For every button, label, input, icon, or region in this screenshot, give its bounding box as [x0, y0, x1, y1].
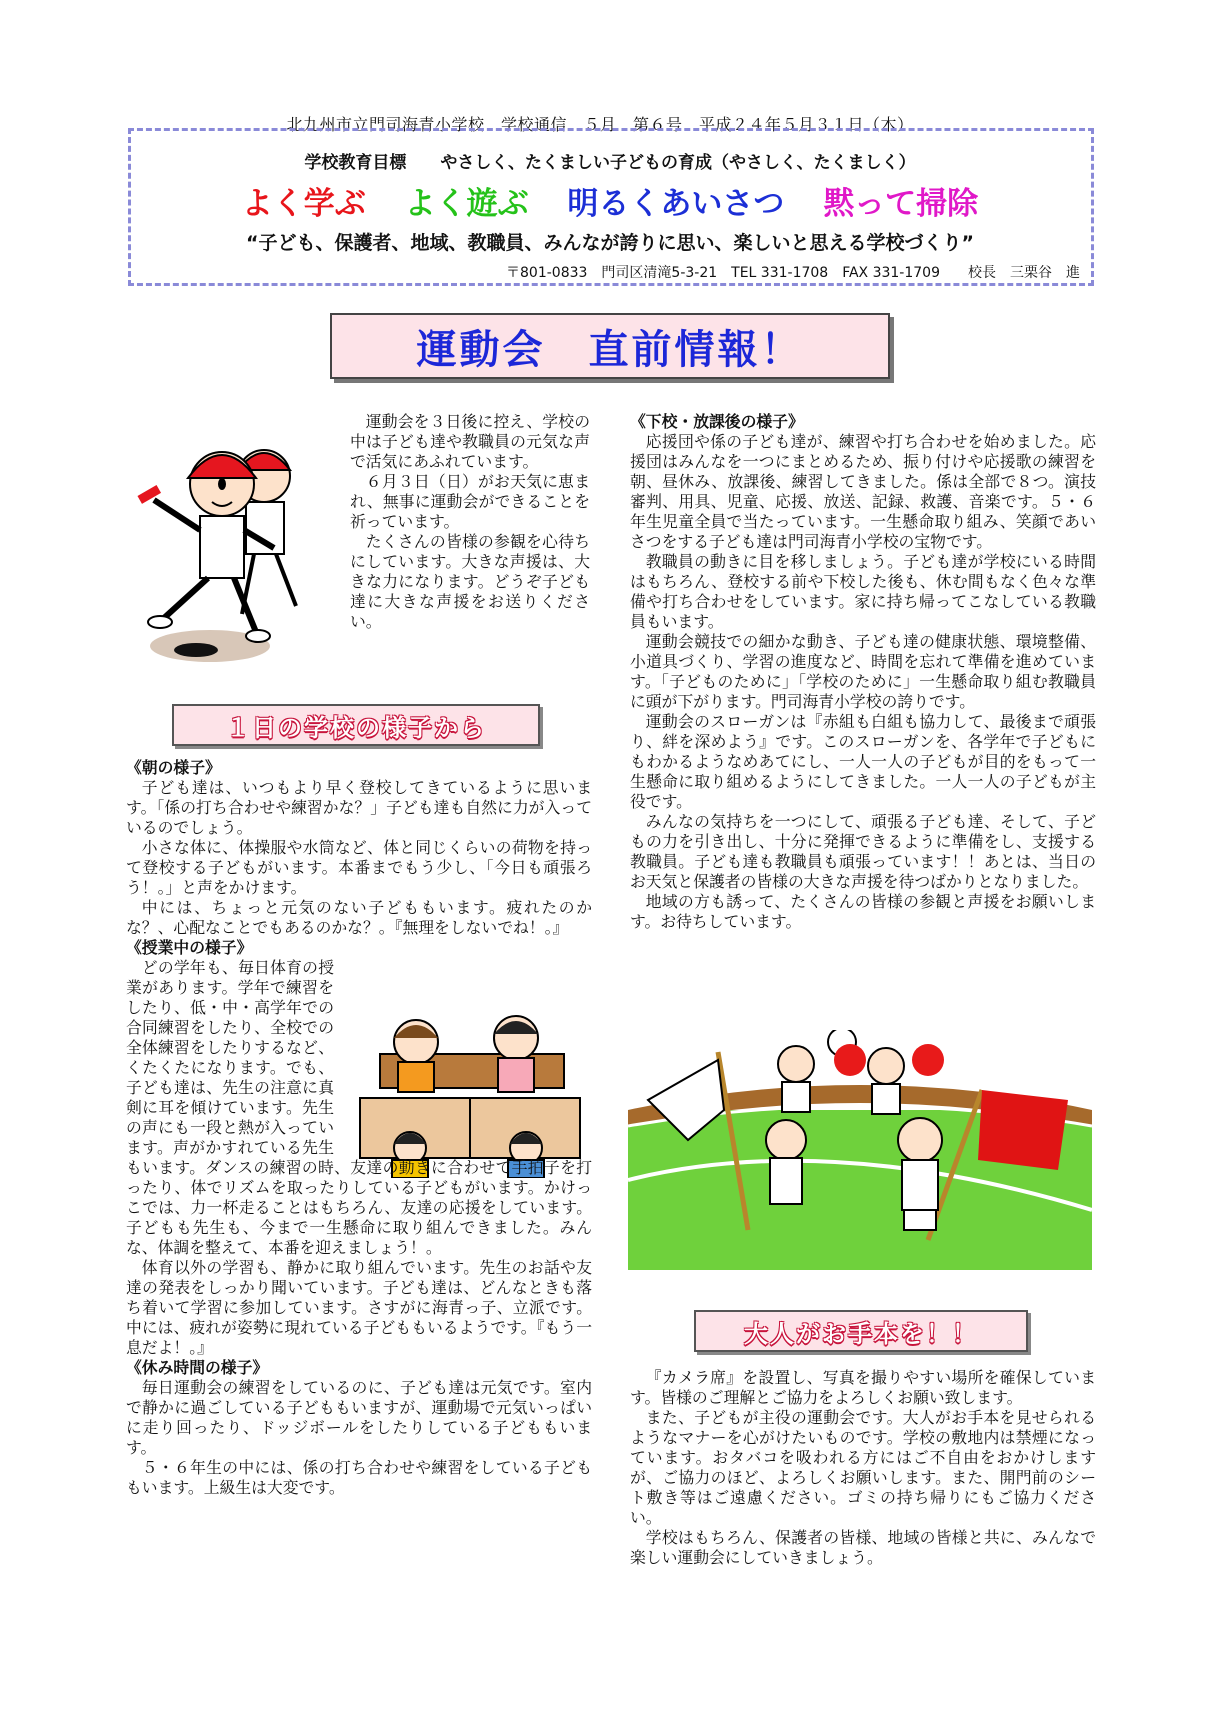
adults-section-text [630, 1368, 1096, 1568]
break-heading: 《休み時間の様子》 [126, 1358, 269, 1377]
adults-paragraph: また、子どもが主役の運動会です。大人がお手本を見せられるようなマナーを心がけたいものです。学校の敷地内は禁煙になっています。おタバコを吸われる方にはご不自由をおかけしますが、ご協力のほど、よろしくお願いします。また、開門前のシート敷き等はご遠慮ください。ゴミの持ち帰りにもご協力ください。 [630, 1408, 1096, 1527]
section-header-daily: １日の学校の様子から [172, 704, 540, 746]
after-school-paragraph: 地域の方も誘って、たくさんの皆様の参観と声援をお願いします。お待ちしています。 [630, 892, 1096, 931]
motto-play: よく遊ぶ [404, 186, 529, 222]
motto-greeting: 明るくあいさつ [567, 186, 785, 222]
right-column [630, 412, 1096, 932]
intro-paragraph: 運動会を３日後に控え、学校の中は子ども達や教職員の元気な声で活気にあふれています。 [350, 412, 590, 471]
school-address: 〒801-0833 門司区清滝5-3-21 TEL 331-1708 FAX 331-1709 校長 三栗谷 進 [506, 265, 1080, 281]
main-title-banner [330, 313, 890, 379]
after-school-heading: 《下校・放課後の様子》 [630, 412, 804, 431]
school-vision: “子ども、保護者、地域、教職員、みんなが誇りに思い、楽しいと思える学校づくり” [246, 232, 974, 254]
morning-paragraph: 子ども達は、いつもより早く登校してきているように思います。「係の打ち合わせや練習かな？」子ども達も自然に力が入っているのでしょう。 [126, 778, 592, 837]
motto-study: よく学ぶ [241, 186, 366, 222]
class-heading: 《授業中の様子》 [126, 938, 253, 957]
intro-text [350, 412, 590, 632]
morning-paragraph: 小さな体に、体操服や水筒など、体と同じくらいの荷物を持って登校する子どもがいます。本番までもう少し、「今日も頑張ろう！。」と声をかけます。 [126, 838, 592, 897]
after-school-paragraph: みんなの気持ちを一つにして、頑張る子ども達、そして、子どもの力を引き出し、十分に発揮できるように準備をし、支援する教職員。子ども達も教職員も頑張っています！！あとは、当日のお天気と保護者の皆様の大きな声援を待つばかりとなりました。 [630, 812, 1096, 891]
adults-paragraph: 学校はもちろん、保護者の皆様、地域の皆様と共に、みんなで楽しい運動会にしていきましょう。 [630, 1528, 1096, 1567]
morning-heading: 《朝の様子》 [126, 758, 221, 777]
adults-paragraph: 『カメラ席』を設置し、写真を撮りやすい場所を確保しています。皆様のご理解とご協力をよろしくお願い致します。 [630, 1368, 1096, 1407]
motto-cleaning: 黙って掃除 [823, 186, 979, 222]
newsletter-issue-line: 北九州市立門司海青小学校 学校通信 ５月 第６号 平成２４年５月３１日（木） [286, 115, 914, 134]
after-school-paragraph: 運動会のスローガンは『赤組も白組も協力して、最後まで頑張り、絆を深めよう』です。このスローガンを、各学年で子どもにもわかるようなめあてにし、一人一人の子どもが目的をもって一生懸命に取り組めるようにしてきました。一人一人の子どもが主役です。 [630, 712, 1096, 811]
after-school-paragraph: 応援団や係の子ども達が、練習や打ち合わせを始めました。応援団はみんなを一つにまとめるため、振り付けや応援歌の練習を朝、昼休み、放課後、練習してきました。係は全部で８つ。演技審判、用具、児童、応援、放送、記録、救護、音楽です。５・６年生児童全員で当たっています。一生懸命取り組み、笑顔であいさつをする子ども達は門司海青小学校の宝物です。 [630, 432, 1096, 551]
intro-paragraph: ６月３日（日）がお天気に恵まれ、無事に運動会ができることを祈っています。 [350, 472, 590, 531]
cheering-illustration [628, 1030, 1092, 1270]
after-school-paragraph: 運動会競技での細かな動き、子ども達の健康状態、環境整備、小道具づくり、学習の進度など、時間を忘れて準備を進めています。「子どものために」「学校のために」一生懸命取り組む教職員に頭が下がります。門司海青小学校の誇りです。 [630, 632, 1096, 711]
school-goal: 学校教育目標 やさしく、たくましい子どもの育成（やさしく、たくましく） [304, 153, 916, 173]
morning-paragraph: 中には、ちょっと元気のない子どももいます。疲れたのかな？、心配なことでもあるのかな？。『無理をしないでね！。』 [126, 898, 592, 937]
section-header-adults: 大人がお手本を！！ [694, 1310, 1028, 1352]
break-paragraph: 毎日運動会の練習をしているのに、子ども達は元気です。室内で静かに過ごしている子どももいますが、運動場で元気いっぱいに走り回ったり、ドッジボールをしたりしている子どももいます。 [126, 1378, 592, 1457]
page-title: 運動会 直前情報！ [416, 326, 804, 373]
motto-row [140, 178, 1080, 223]
classroom-float-spacer [334, 958, 592, 1140]
class-paragraph: 体育以外の学習も、静かに取り組んでいます。先生のお話や友達の発表をしっかり聞いています。子ども達は、どんなときも落ち着いて学習に参加しています。さすがに海青っ子、立派です。中には、疲れが姿勢に現れている子どももいるようです。『もう一息だよ！。』 [126, 1258, 592, 1357]
runners-illustration [124, 418, 344, 666]
class-paragraph: どの学年も、毎日体育の授業があります。学年で練習をしたり、低・中・高学年での合同練習をしたり、全校での全体練習をしたりするなど、くたくたになります。でも、子ども達は、先生の注意に真剣に耳を傾けています。先生の声にも一段と熱が入っています。声がかすれている先生もいます。ダンスの練習の時、友達の動きに合わせて手拍子を打ったり、体でリズムを取ったりしている子どもがいます。かけっこでは、力一杯走ることはもちろん、友達の応援をしています。子どもも先生も、今まで一生懸命に取り組んできました。みんな、体調を整えて、本番を迎えましょう！。 [126, 958, 592, 1257]
left-column [126, 758, 592, 1498]
after-school-paragraph: 教職員の動きに目を移しましょう。子ども達が学校にいる時間はもちろん、登校する前や下校した後も、休む間もなく色々な準備や打ち合わせをしています。家に持ち帰ってこなしている教職員もいます。 [630, 552, 1096, 631]
break-paragraph: ５・６年生の中には、係の打ち合わせや練習をしている子どももいます。上級生は大変です。 [126, 1458, 592, 1497]
intro-paragraph: たくさんの皆様の参観を心待ちにしています。大きな声援は、大きな力になります。どうぞ子ども達に大きな声援をお送りください。 [350, 532, 590, 631]
